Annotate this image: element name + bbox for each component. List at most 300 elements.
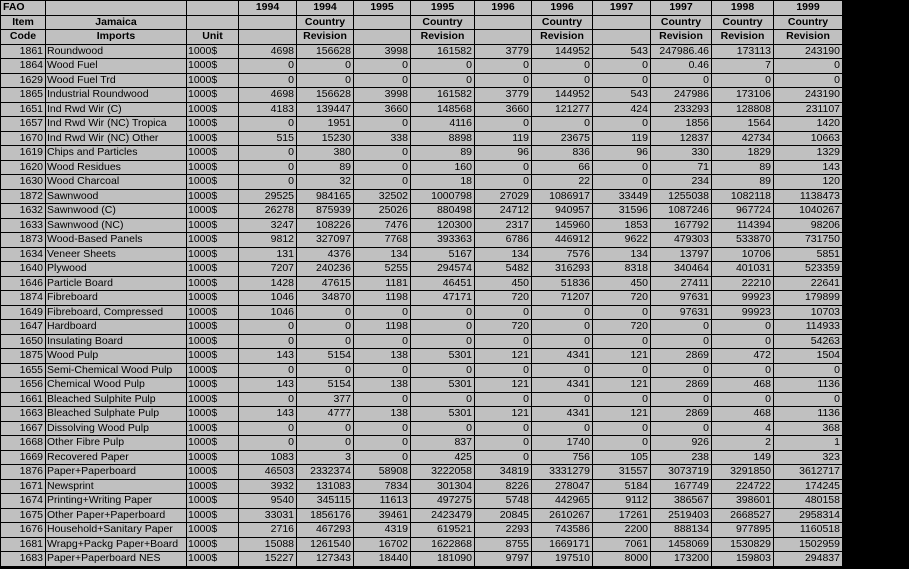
value-cell: 323 [774,450,843,465]
value-cell: 0 [593,363,651,378]
item-name-cell: Insulating Board [46,334,187,349]
value-cell: 0 [411,73,475,88]
item-code-cell: 1668 [1,436,46,451]
unit-cell: 1000$ [187,218,239,233]
value-cell: 316293 [532,262,593,277]
value-cell: 47615 [297,276,354,291]
value-cell: 4341 [532,407,593,422]
value-cell: 15227 [239,552,297,567]
value-cell: 161582 [411,44,475,59]
value-cell: 1087246 [651,204,712,219]
value-cell: 0 [297,363,354,378]
table-row [1,349,843,364]
value-cell: 327097 [297,233,354,248]
value-cell: 143 [239,378,297,393]
value-cell: 0 [774,73,843,88]
item-code-cell: 1655 [1,363,46,378]
header-cell [187,15,239,30]
value-cell: 1829 [712,146,774,161]
value-cell: 247986 [651,88,712,103]
value-cell: 2610267 [532,508,593,523]
value-cell: 131 [239,247,297,262]
value-cell: 523359 [774,262,843,277]
value-cell: 5154 [297,349,354,364]
header-cell [475,30,532,45]
value-cell: 468 [712,378,774,393]
value-cell: 22210 [712,276,774,291]
value-cell: 1951 [297,117,354,132]
value-cell: 7207 [239,262,297,277]
value-cell: 446912 [532,233,593,248]
value-cell: 131083 [297,479,354,494]
header-row [1,1,843,16]
value-cell: 99923 [712,291,774,306]
value-cell: 0 [532,59,593,74]
value-cell: 480158 [774,494,843,509]
value-cell: 121 [475,407,532,422]
value-cell: 967724 [712,204,774,219]
value-cell: 0 [354,450,411,465]
value-cell: 0 [411,305,475,320]
value-cell: 5851 [774,247,843,262]
table-row [1,363,843,378]
unit-cell: 1000$ [187,175,239,190]
value-cell: 138 [354,349,411,364]
value-cell: 181090 [411,552,475,567]
item-code-cell: 1669 [1,450,46,465]
value-cell: 89 [712,160,774,175]
value-cell: 0 [593,392,651,407]
value-cell: 0 [593,160,651,175]
value-cell: 1564 [712,117,774,132]
value-cell: 238 [651,450,712,465]
value-cell: 51836 [532,276,593,291]
value-cell: 0 [354,436,411,451]
value-cell: 377 [297,392,354,407]
value-cell: 8000 [593,552,651,567]
value-cell: 7576 [532,247,593,262]
value-cell: 97631 [651,305,712,320]
item-code-cell: 1649 [1,305,46,320]
unit-cell: 1000$ [187,436,239,451]
value-cell: 756 [532,450,593,465]
value-cell: 0 [712,320,774,335]
value-cell: 0 [411,59,475,74]
item-name-cell: Fibreboard [46,291,187,306]
header-cell: Revision [297,30,354,45]
value-cell: 7476 [354,218,411,233]
header-cell: Country [651,15,712,30]
value-cell: 4698 [239,44,297,59]
table-row [1,334,843,349]
value-cell: 31557 [593,465,651,480]
unit-cell: 1000$ [187,73,239,88]
value-cell: 5154 [297,378,354,393]
table-row [1,175,843,190]
item-name-cell: Fibreboard, Compressed [46,305,187,320]
header-cell [354,15,411,30]
value-cell: 1046 [239,291,297,306]
value-cell: 23675 [532,131,593,146]
value-cell: 543 [593,44,651,59]
value-cell: 0 [712,363,774,378]
value-cell: 479303 [651,233,712,248]
value-cell: 174245 [774,479,843,494]
value-cell: 5167 [411,247,475,262]
item-name-cell: Veneer Sheets [46,247,187,262]
value-cell: 39461 [354,508,411,523]
value-cell: 0 [297,334,354,349]
value-cell: 0 [354,146,411,161]
table-row [1,59,843,74]
value-cell: 533870 [712,233,774,248]
value-cell: 442965 [532,494,593,509]
value-cell: 1622868 [411,537,475,552]
value-cell: 9622 [593,233,651,248]
value-cell: 119 [593,131,651,146]
header-cell: Revision [532,30,593,45]
value-cell: 156628 [297,88,354,103]
value-cell: 1198 [354,320,411,335]
value-cell: 0 [239,146,297,161]
item-name-cell: Other Paper+Paperboard [46,508,187,523]
value-cell: 5748 [475,494,532,509]
value-cell: 96 [475,146,532,161]
value-cell: 173113 [712,44,774,59]
header-cell: 1996 [475,1,532,16]
item-name-cell: Wood Fuel [46,59,187,74]
value-cell: 0 [239,334,297,349]
unit-cell: 1000$ [187,450,239,465]
value-cell: 173200 [651,552,712,567]
value-cell: 0 [651,392,712,407]
value-cell: 34819 [475,465,532,480]
item-code-cell: 1876 [1,465,46,480]
value-cell: 720 [593,291,651,306]
value-cell: 139447 [297,102,354,117]
item-name-cell: Paper+Paperboard NES [46,552,187,567]
item-code-cell: 1640 [1,262,46,277]
header-cell: 1995 [354,1,411,16]
table-row [1,262,843,277]
value-cell: 8226 [475,479,532,494]
value-cell: 7 [712,59,774,74]
header-cell: Jamaica [46,15,187,30]
unit-cell: 1000$ [187,349,239,364]
item-name-cell: Newsprint [46,479,187,494]
value-cell: 497275 [411,494,475,509]
value-cell: 940957 [532,204,593,219]
table-row [1,88,843,103]
value-cell: 0 [774,392,843,407]
value-cell: 0 [475,363,532,378]
value-cell: 330 [651,146,712,161]
value-cell: 425 [411,450,475,465]
value-cell: 8318 [593,262,651,277]
value-cell: 2332374 [297,465,354,480]
value-cell: 121 [475,349,532,364]
value-cell: 27411 [651,276,712,291]
value-cell: 8755 [475,537,532,552]
value-cell: 467293 [297,523,354,538]
value-cell: 96 [593,146,651,161]
value-cell: 3932 [239,479,297,494]
unit-cell: 1000$ [187,479,239,494]
value-cell: 4319 [354,523,411,538]
value-cell: 4777 [297,407,354,422]
value-cell: 3660 [354,102,411,117]
value-cell: 127343 [297,552,354,567]
value-cell: 1329 [774,146,843,161]
item-code-cell: 1651 [1,102,46,117]
unit-cell: 1000$ [187,421,239,436]
value-cell: 89 [411,146,475,161]
header-cell: FAO [1,1,46,16]
table-row [1,421,843,436]
value-cell: 9540 [239,494,297,509]
value-cell: 450 [593,276,651,291]
value-cell: 836 [532,146,593,161]
table-row [1,291,843,306]
value-cell: 1255038 [651,189,712,204]
value-cell: 1740 [532,436,593,451]
unit-cell: 1000$ [187,44,239,59]
table-row [1,204,843,219]
value-cell: 1853 [593,218,651,233]
value-cell: 3247 [239,218,297,233]
value-cell: 0 [593,305,651,320]
value-cell: 984165 [297,189,354,204]
value-cell: 3073719 [651,465,712,480]
value-cell: 0 [475,117,532,132]
table-row [1,218,843,233]
item-name-cell: Wrapg+Packg Paper+Board [46,537,187,552]
table-row [1,160,843,175]
header-cell: 1997 [651,1,712,16]
value-cell: 10706 [712,247,774,262]
value-cell: 31596 [593,204,651,219]
unit-cell: 1000$ [187,262,239,277]
value-cell: 143 [239,349,297,364]
item-code-cell: 1671 [1,479,46,494]
value-cell: 243190 [774,88,843,103]
unit-cell: 1000$ [187,233,239,248]
unit-cell: 1000$ [187,102,239,117]
value-cell: 0 [651,320,712,335]
value-cell: 231107 [774,102,843,117]
value-cell: 0 [475,73,532,88]
value-cell: 7768 [354,233,411,248]
value-cell: 398601 [712,494,774,509]
value-cell: 1530829 [712,537,774,552]
unit-cell: 1000$ [187,59,239,74]
value-cell: 5301 [411,378,475,393]
value-cell: 345115 [297,494,354,509]
item-name-cell: Semi-Chemical Wood Pulp [46,363,187,378]
value-cell: 0 [712,334,774,349]
item-name-cell: Other Fibre Pulp [46,436,187,451]
header-cell: 1999 [774,1,843,16]
item-name-cell: Recovered Paper [46,450,187,465]
unit-cell: 1000$ [187,363,239,378]
value-cell: 0 [297,320,354,335]
value-cell: 888134 [651,523,712,538]
value-cell: 121 [593,407,651,422]
value-cell: 173106 [712,88,774,103]
value-cell: 0 [532,363,593,378]
item-name-cell: Bleached Sulphite Pulp [46,392,187,407]
value-cell: 156628 [297,44,354,59]
header-cell: Unit [187,30,239,45]
value-cell: 24712 [475,204,532,219]
header-cell [354,30,411,45]
unit-cell: 1000$ [187,392,239,407]
value-cell: 0 [532,320,593,335]
item-name-cell: Wood Pulp [46,349,187,364]
item-code-cell: 1874 [1,291,46,306]
item-code-cell: 1656 [1,378,46,393]
item-code-cell: 1629 [1,73,46,88]
value-cell: 386567 [651,494,712,509]
value-cell: 46503 [239,465,297,480]
unit-cell: 1000$ [187,537,239,552]
item-code-cell: 1619 [1,146,46,161]
value-cell: 128808 [712,102,774,117]
value-cell: 10663 [774,131,843,146]
value-cell: 294574 [411,262,475,277]
value-cell: 0 [354,175,411,190]
table-row [1,465,843,480]
value-cell: 880498 [411,204,475,219]
item-code-cell: 1875 [1,349,46,364]
value-cell: 3 [297,450,354,465]
value-cell: 108226 [297,218,354,233]
value-cell: 0 [297,305,354,320]
value-cell: 1086917 [532,189,593,204]
item-code-cell: 1661 [1,392,46,407]
table-row [1,494,843,509]
item-name-cell: Ind Rwd Wir (NC) Tropica [46,117,187,132]
value-cell: 224722 [712,479,774,494]
value-cell: 5301 [411,349,475,364]
value-cell: 0 [239,160,297,175]
value-cell: 22641 [774,276,843,291]
table-row [1,392,843,407]
value-cell: 0 [593,334,651,349]
value-cell: 0 [774,363,843,378]
value-cell: 0 [354,117,411,132]
table-row [1,146,843,161]
value-cell: 619521 [411,523,475,538]
value-cell: 0 [411,421,475,436]
value-cell: 2869 [651,407,712,422]
value-cell: 145960 [532,218,593,233]
header-cell: Revision [411,30,475,45]
item-code-cell: 1630 [1,175,46,190]
item-name-cell: Wood Residues [46,160,187,175]
value-cell: 0 [475,421,532,436]
value-cell: 0 [354,59,411,74]
value-cell: 1458069 [651,537,712,552]
value-cell: 71207 [532,291,593,306]
value-cell: 1000798 [411,189,475,204]
value-cell: 731750 [774,233,843,248]
value-cell: 2958314 [774,508,843,523]
unit-cell: 1000$ [187,247,239,262]
header-cell: 1994 [239,1,297,16]
value-cell: 16702 [354,537,411,552]
unit-cell: 1000$ [187,407,239,422]
value-cell: 0 [239,392,297,407]
value-cell: 1261540 [297,537,354,552]
value-cell: 160 [411,160,475,175]
unit-cell: 1000$ [187,88,239,103]
value-cell: 2200 [593,523,651,538]
value-cell: 26278 [239,204,297,219]
value-cell: 1504 [774,349,843,364]
table-row [1,436,843,451]
unit-cell: 1000$ [187,465,239,480]
item-code-cell: 1873 [1,233,46,248]
value-cell: 3612717 [774,465,843,480]
value-cell: 3291850 [712,465,774,480]
table-row [1,537,843,552]
table-row [1,305,843,320]
header-cell: Code [1,30,46,45]
value-cell: 121277 [532,102,593,117]
header-cell: Country [411,15,475,30]
unit-cell: 1000$ [187,378,239,393]
value-cell: 98206 [774,218,843,233]
header-cell [239,15,297,30]
value-cell: 0 [712,392,774,407]
value-cell: 120300 [411,218,475,233]
value-cell: 234 [651,175,712,190]
header-cell: Country [712,15,774,30]
value-cell: 3331279 [532,465,593,480]
value-cell: 0 [297,436,354,451]
value-cell: 0 [593,421,651,436]
value-cell: 424 [593,102,651,117]
item-code-cell: 1633 [1,218,46,233]
value-cell: 720 [475,320,532,335]
header-cell: Country [532,15,593,30]
value-cell: 0 [411,320,475,335]
value-cell: 4183 [239,102,297,117]
value-cell: 71 [651,160,712,175]
item-name-cell: Wood Fuel Trd [46,73,187,88]
value-cell: 3222058 [411,465,475,480]
value-cell: 0 [239,59,297,74]
value-cell: 0 [354,421,411,436]
value-cell: 29525 [239,189,297,204]
value-cell: 1136 [774,378,843,393]
value-cell: 13797 [651,247,712,262]
value-cell: 2869 [651,349,712,364]
value-cell: 7061 [593,537,651,552]
item-name-cell: Chips and Particles [46,146,187,161]
unit-cell: 1000$ [187,508,239,523]
table-row [1,450,843,465]
value-cell: 138 [354,407,411,422]
value-cell: 0 [239,320,297,335]
value-cell: 1 [774,436,843,451]
item-name-cell: Household+Sanitary Paper [46,523,187,538]
item-name-cell: Hardboard [46,320,187,335]
value-cell: 179899 [774,291,843,306]
value-cell: 0 [651,363,712,378]
value-cell: 12837 [651,131,712,146]
